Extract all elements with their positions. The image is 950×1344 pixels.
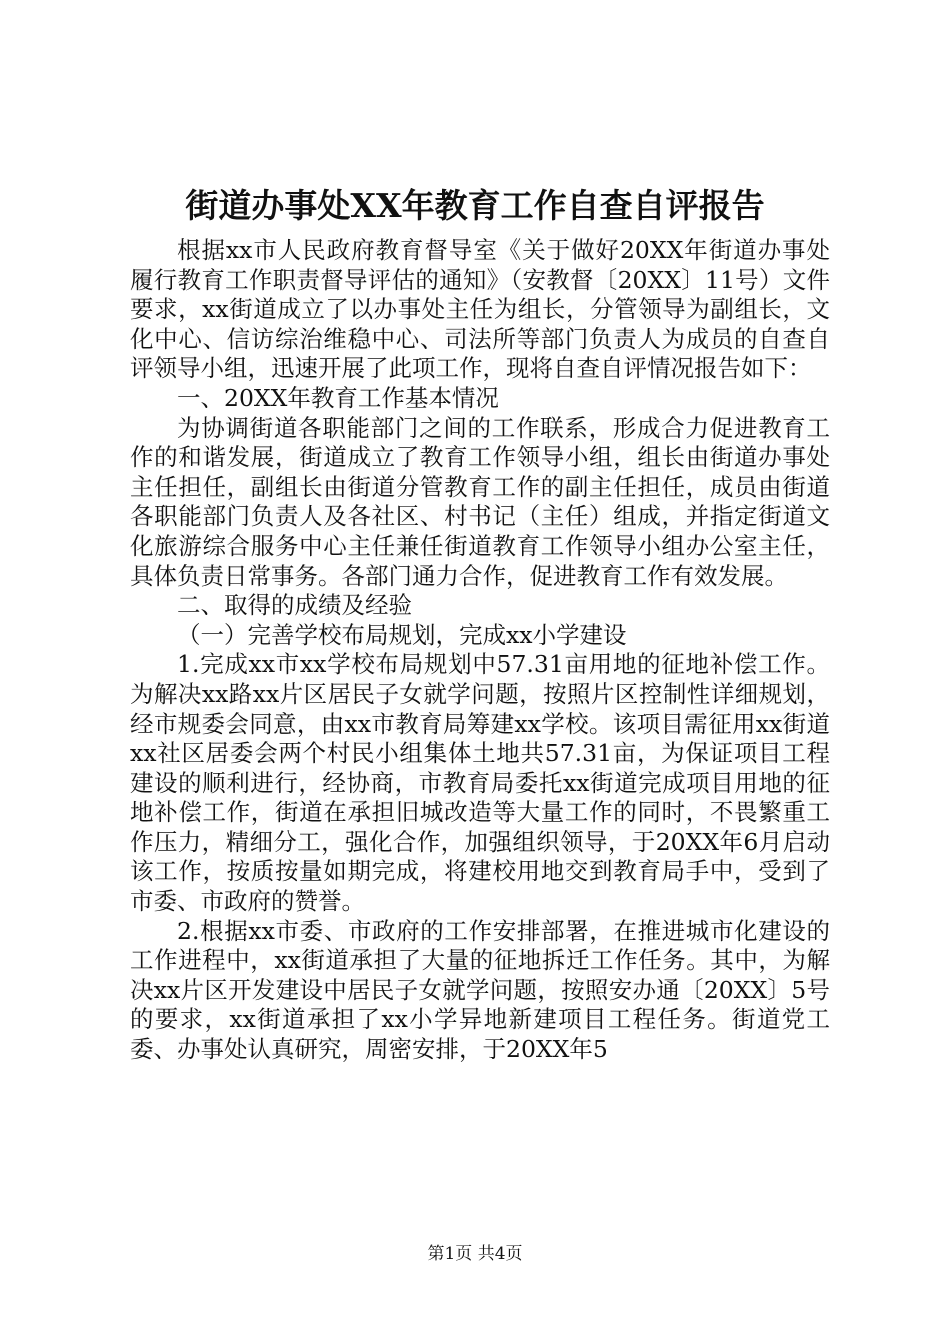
paragraph-item-1: 1.完成xx市xx学校布局规划中57.31亩用地的征地补偿工作。为解决xx路xx片区居民子女就学问题，按照片区控制性详细规划，经市规委会同意，由xx市教育局筹建xx学校。该项目需征用xx街道xx社区居委会两个村民小组集体土地共57.31亩，为保证项目工程建设的顺利进行，经协商，市教育局委托xx街道完成项目用地的征地补偿工作，街道在承担旧城改造等大量工作的同时，不畏繁重工作压力，精细分工，强化合作，加强组织领导，于20XX年6月启动该工作，按质按量如期完成，将建校用地交到教育局手中，受到了市委、市政府的赞誉。 (130, 650, 830, 916)
paragraph-basic-situation: 为协调街道各职能部门之间的工作联系，形成合力促进教育工作的和谐发展，街道成立了教育工作领导小组，组长由街道办事处主任担任，副组长由街道分管教育工作的副主任担任，成员由街道各职能部门负责人及各社区、村书记（主任）组成，并指定街道文化旅游综合服务中心主任兼任街道教育工作领导小组办公室主任，具体负责日常事务。各部门通力合作，促进教育工作有效发展。 (130, 413, 830, 590)
subsection-heading-1: （一）完善学校布局规划，完成xx小学建设 (177, 620, 627, 649)
document-body (130, 236, 830, 1065)
section-heading-1: 一、20XX年教育工作基本情况 (177, 383, 499, 412)
paragraph-intro: 根据xx市人民政府教育督导室《关于做好20XX年街道办事处履行教育工作职责督导评估的通知》（安教督〔20XX〕11号）文件要求，xx街道成立了以办事处主任为组长，分管领导为副组长，文化中心、信访综治维稳中心、司法所等部门负责人为成员的自查自评领导小组，迅速开展了此项工作，现将自查自评情况报告如下： (130, 236, 830, 383)
section-heading-2: 二、取得的成绩及经验 (177, 591, 412, 620)
document-title: 街道办事处XX年教育工作自查自评报告 (185, 186, 765, 225)
page-footer: 第1页 共4页 (427, 1244, 523, 1264)
paragraph-item-2: 2.根据xx市委、市政府的工作安排部署，在推进城市化建设的工作进程中，xx街道承担了大量的征地拆迁工作任务。其中，为解决xx片区开发建设中居民子女就学问题，按照安办通〔20XX〕5号的要求，xx街道承担了xx小学异地新建项目工程任务。街道党工委、办事处认真研究，周密安排，于20XX年5 (130, 916, 830, 1064)
